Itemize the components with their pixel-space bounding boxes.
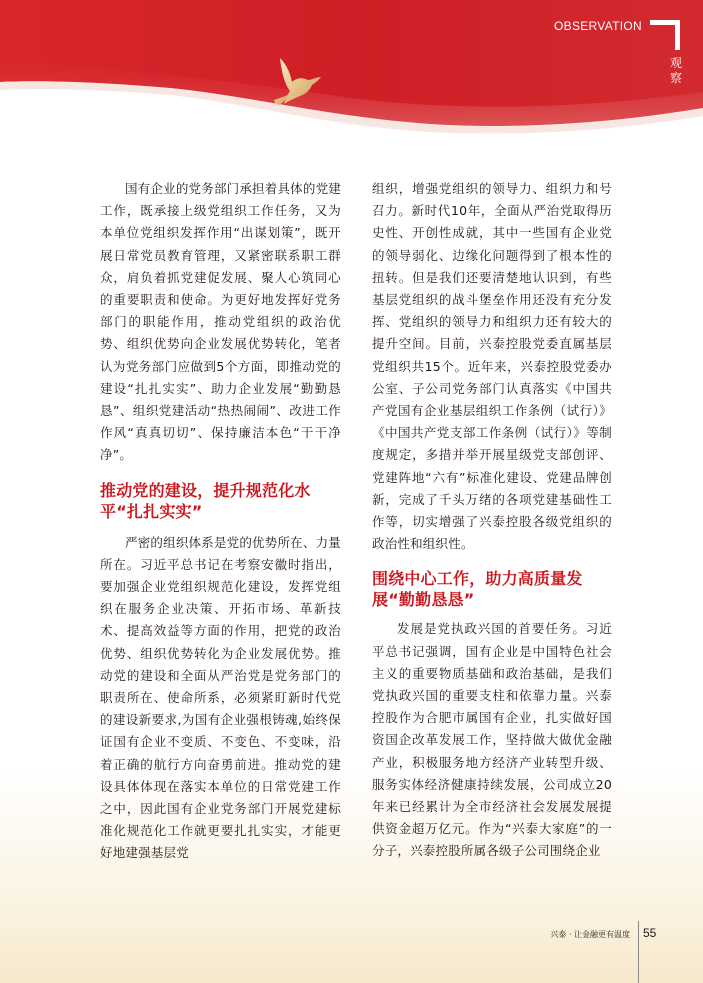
section-label-en: OBSERVATION [554,19,642,33]
body-paragraph: 组织，增强党组织的领导力、组织力和号召力。新时代10年，全面从严治党取得历史性、开创性成就，其中一些国有企业党的领导弱化、边缘化问题得到了根本性的扭转。但是我们还要清楚地认识到，有些基层党组织的战斗堡垒作用还没有充分发挥、党组织的领导力和组织力还有较大的提升空间。目前，兴泰控股党委直属基层党组织共15个。近年来，兴泰控股党委办公室、子公司党务部门认真落实《中国共产党国有企业基层组织工作条例（试行）》《中国共产党支部工作条例（试行）》等制度规定，多措并举开展星级党支部创评、党建阵地“六有”标准化建设、党建品牌创新，完成了千头万绪的各项党建基础性工作等，切实增强了兴泰控股各级党组织的政治性和组织性。 [372,181,612,552]
page-number: 55 [643,926,657,940]
corner-bracket-icon [650,20,680,50]
footer-divider [638,921,639,983]
body-paragraph: 严密的组织体系是党的优势所在、力量所在。习近平总书记在考察安徽时指出，要加强企业党组织规范化建设，发挥党组织在服务企业决策、开拓市场、革新技术、提高效益等方面的作用，把党的政治优势、组织优势转化为企业发展优势。推动党的建设和全面从严治党是党务部门的职责所在、使命所系，必须紧盯新时代党的建设新要求,为国有企业强根铸魂,始终保证国有企业不变质、不变色、不变味，沿着正确的航行方向奋勇前进。推动党的建设具体体现在落实本单位的日常党建工作之中，因此国有企业党务部门开展党建标准化规范化工作就更要扎扎实实，才能更好地建强基层党 [100,534,341,861]
footer-tagline: 兴泰 · 让金融更有温度 [550,930,630,939]
section-heading: 推动党的建设，提升规范化水平“扎扎实实” [100,480,311,521]
section-label-cn: 观察 [669,56,682,85]
right-column [372,178,612,863]
dove-icon [266,50,326,110]
left-column [100,178,341,865]
body-paragraph: 发展是党执政兴国的首要任务。习近平总书记强调，国有企业是中国特色社会主义的重要物质基础和政治基础，是我们党执政兴国的重要支柱和依靠力量。兴泰控股作为合肥市属国有企业，扎实做好国资国企改革发展工作，坚持做大做优金融产业，积极服务地方经济产业转型升级、服务实体经济健康持续发展，公司成立20年来已经累计为全市经济社会发展发展提供资金超万亿元。作为“兴泰大家庭”的一分子，兴泰控股所属各级子公司围绕企业 [372,621,612,859]
section-heading: 围绕中心工作，助力高质量发展“勤勤恳恳” [372,569,583,610]
body-paragraph: 国有企业的党务部门承担着具体的党建工作，既承接上级党组织工作任务，又为本单位党组织发挥作用“出谋划策”，既开展日常党员教育管理，又紧密联系职工群众，肩负着抓党建促发展、聚人心筑同心的重要职责和使命。为更好地发挥好党务部门的职能作用，推动党组织的政治优势、组织优势向企业发展优势转化，笔者认为党务部门应做到5个方面，即推动党的建设“扎扎实实”、助力企业发展“勤勤恳恳”、组织党建活动“热热闹闹”、改进工作作风“真真切切”、保持廉洁本色“干干净净”。 [100,181,341,463]
